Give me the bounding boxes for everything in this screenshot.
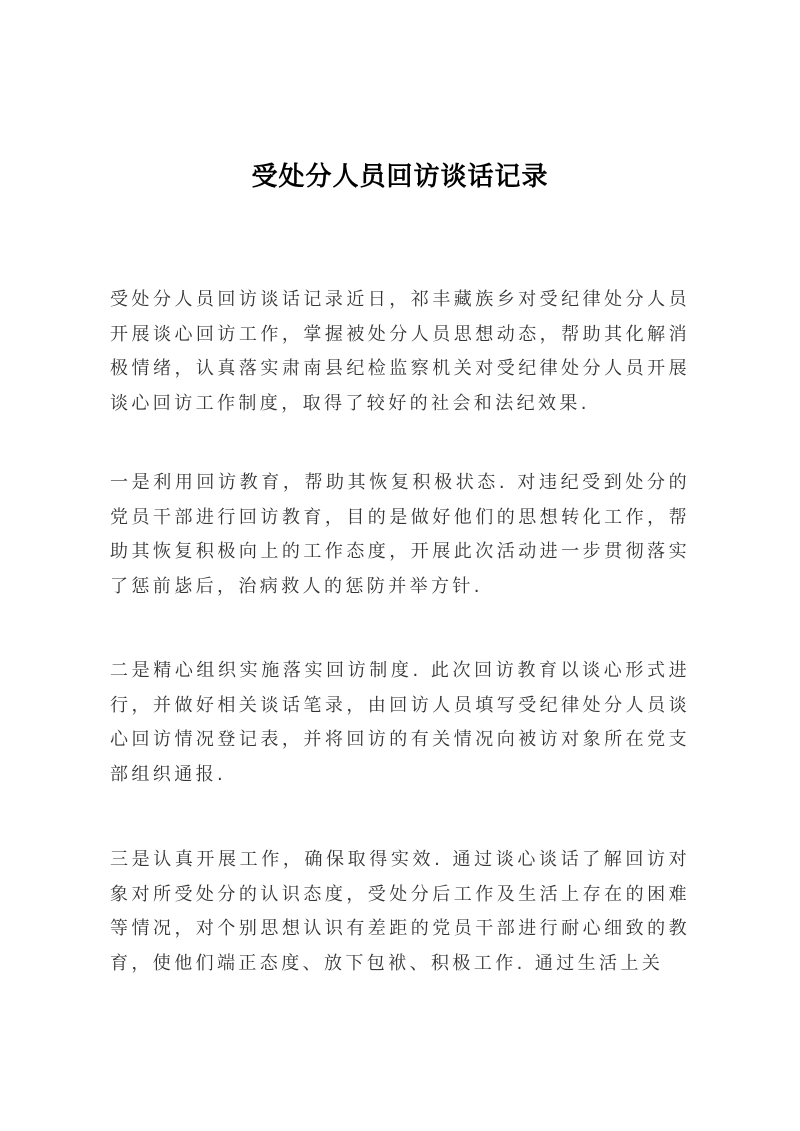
paragraph-point-three: 三是认真开展工作，确保取得实效. 通过谈心谈话了解回访对象对所受处分的认识态度，受处分后工作及生活上存在的困难等情况，对个别思想认识有差距的党员干部进行耐心细致的教育，使他们端正态度、放下包袱、积极工作. 通过生活上关	[110, 849, 690, 975]
paragraph-point-two: 二是精心组织实施落实回访制度. 此次回访教育以谈心形式进行，并做好相关谈话笔录，由回访人员填写受纪律处分人员谈心回访情况登记表，并将回访的有关情况向被访对象所在党支部组织通报.	[110, 660, 690, 786]
paragraph-point-one: 一是利用回访教育，帮助其恢复积极状态. 对违纪受到处分的党员干部进行回访教育，目的是做好他们的思想转化工作，帮助其恢复积极向上的工作态度，开展此次活动进一步贯彻落实了惩前毖后，治病救人的惩防并举方针.	[110, 472, 690, 598]
paragraph-intro: 受处分人员回访谈话记录近日，祁丰藏族乡对受纪律处分人员开展谈心回访工作，掌握被处分人员思想动态，帮助其化解消极情绪，认真落实肃南县纪检监察机关对受纪律处分人员开展谈心回访工作制度，取得了较好的社会和法纪效果.	[110, 289, 690, 415]
document-title: 受处分人员回访谈话记录	[251, 162, 549, 192]
